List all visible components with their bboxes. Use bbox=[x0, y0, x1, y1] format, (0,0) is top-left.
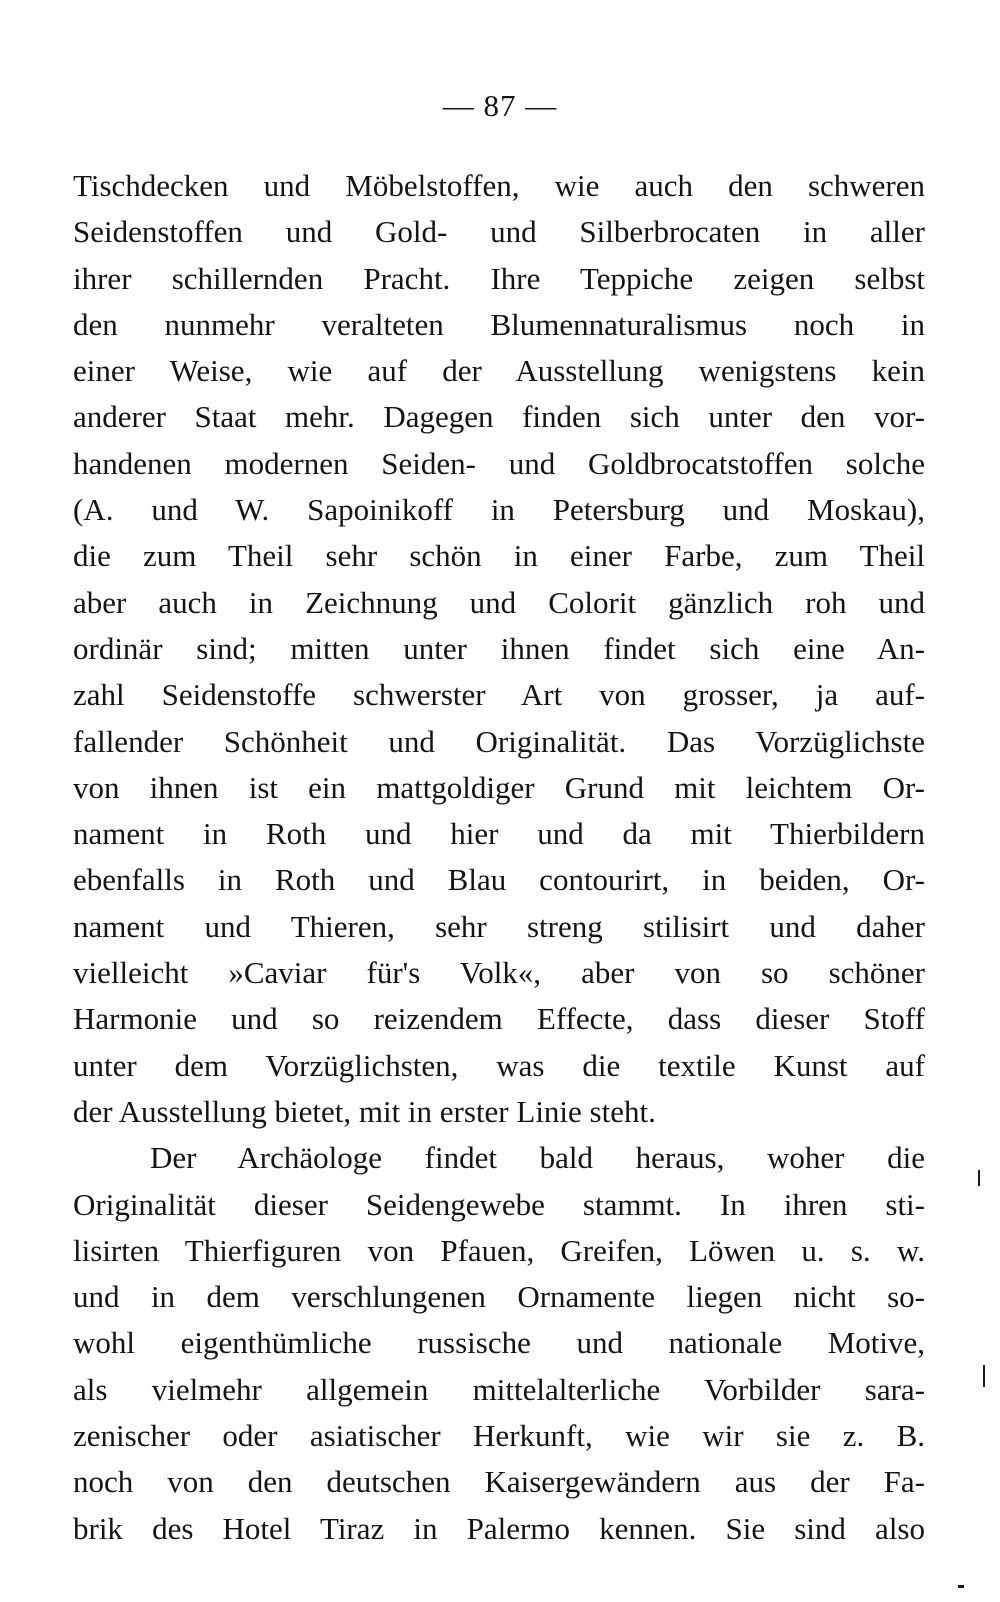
page-number: — 87 — bbox=[442, 88, 558, 123]
text-line: nament in Roth und hier und da mit Thierbildern bbox=[73, 816, 925, 852]
text-line: fallender Schönheit und Originalität. Das Vorzüglichste bbox=[73, 723, 925, 759]
text-line: anderer Staat mehr. Dagegen finden sich unter den vor- bbox=[73, 399, 925, 435]
text-line: Originalität dieser Seidengewebe stammt. In ihren sti- bbox=[73, 1186, 925, 1222]
text-line: Seidenstoffen und Gold- und Silberbrocaten in aller bbox=[73, 214, 925, 250]
text-line: ordinär sind; mitten unter ihnen findet sich eine An- bbox=[73, 630, 925, 666]
text-line: zahl Seidenstoffe schwerster Art von grosser, ja auf- bbox=[73, 677, 925, 713]
text-line: noch von den deutschen Kaisergewändern aus der Fa- bbox=[73, 1464, 925, 1500]
body-text bbox=[73, 163, 925, 1552]
text-line: (A. und W. Sapoinikoff in Petersburg und Moskau), bbox=[73, 492, 925, 528]
text-line: Tischdecken und Möbelstoffen, wie auch den schweren bbox=[73, 168, 925, 203]
scan-speck bbox=[978, 1170, 980, 1186]
text-line: und in dem verschlungenen Ornamente liegen nicht so- bbox=[73, 1279, 925, 1315]
scan-speck bbox=[983, 1365, 985, 1387]
text-line: unter dem Vorzüglichsten, was die textile Kunst auf bbox=[73, 1047, 925, 1083]
text-line: nament und Thieren, sehr streng stilisirt und daher bbox=[73, 908, 925, 944]
text-line: lisirten Thierfiguren von Pfauen, Greifen, Löwen u. s. w. bbox=[73, 1232, 925, 1268]
text-line: wohl eigenthümliche russische und nationale Motive, bbox=[73, 1325, 925, 1361]
text-line: ebenfalls in Roth und Blau contourirt, in beiden, Or- bbox=[73, 862, 925, 898]
text-line: als vielmehr allgemein mittelalterliche Vorbilder sara- bbox=[73, 1371, 925, 1407]
text-line: Harmonie und so reizendem Effecte, dass dieser Stoff bbox=[73, 1001, 925, 1037]
text-line: den nunmehr veralteten Blumennaturalismus noch in bbox=[73, 306, 925, 342]
paragraph-end-line: der Ausstellung bietet, mit in erster Linie steht. bbox=[73, 1093, 656, 1129]
scan-speck bbox=[958, 1585, 964, 1588]
text-line: zenischer oder asiatischer Herkunft, wie wir sie z. B. bbox=[73, 1418, 925, 1454]
text-line: handenen modernen Seiden- und Goldbrocatstoffen solche bbox=[73, 445, 925, 481]
text-line: einer Weise, wie auf der Ausstellung wenigstens kein bbox=[73, 353, 925, 389]
text-line: vielleicht »Caviar für's Volk«, aber von so schöner bbox=[73, 955, 925, 991]
text-line: ihrer schillernden Pracht. Ihre Teppiche zeigen selbst bbox=[73, 260, 925, 296]
text-line: brik des Hotel Tiraz in Palermo kennen. Sie sind also bbox=[73, 1510, 925, 1546]
text-line: von ihnen ist ein mattgoldiger Grund mit leichtem Or- bbox=[73, 769, 925, 805]
paragraph-start-line: Der Archäologe findet bald heraus, woher die bbox=[150, 1140, 925, 1176]
text-line: die zum Theil sehr schön in einer Farbe, zum Theil bbox=[73, 538, 925, 574]
text-line: aber auch in Zeichnung und Colorit gänzlich roh und bbox=[73, 584, 925, 620]
